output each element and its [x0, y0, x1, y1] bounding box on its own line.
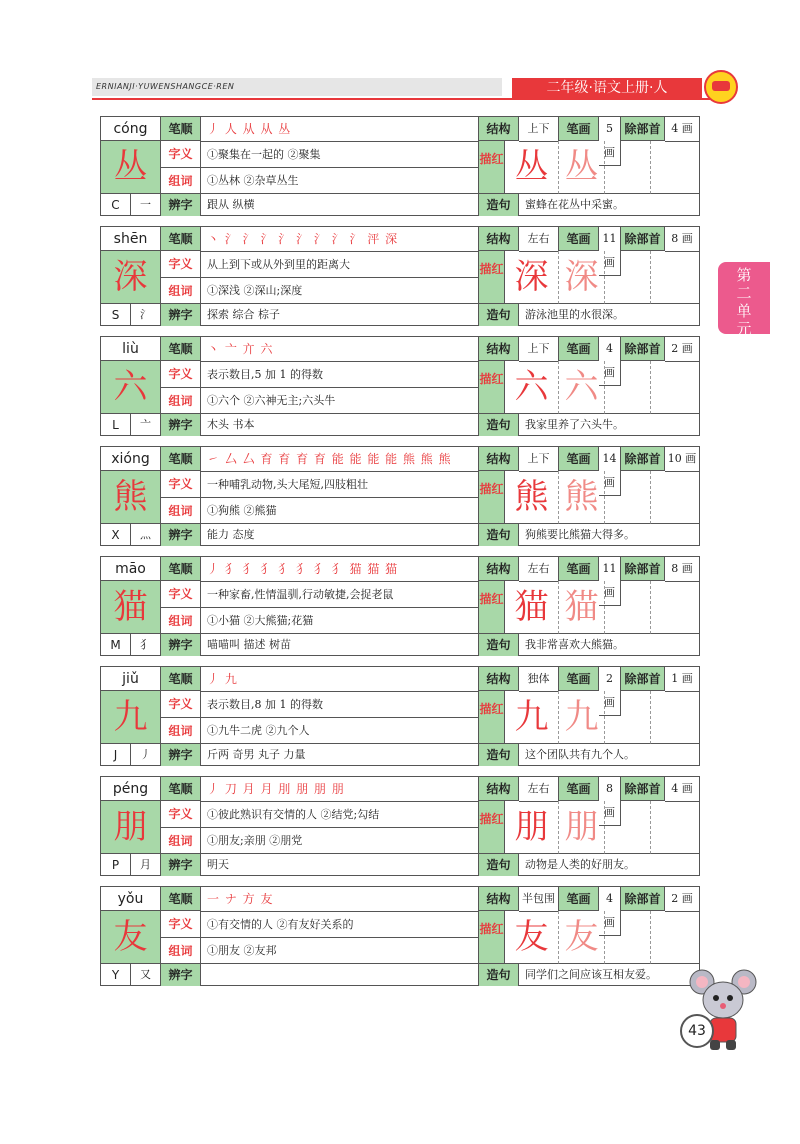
label-chubushou: 除部首 [621, 227, 665, 251]
label-chubushou: 除部首 [621, 117, 665, 141]
label-chubushou: 除部首 [621, 447, 665, 471]
label-jiegou: 结构 [479, 117, 519, 141]
label-zuci: 组词 [161, 608, 201, 634]
practice-cell[interactable] [651, 911, 699, 964]
practice-cell[interactable] [651, 801, 699, 854]
example-sentence: 游泳池里的水很深。 [525, 308, 624, 321]
label-jiegou: 结构 [479, 557, 519, 581]
distinguish-words: 能力 态度 [201, 524, 479, 546]
label-bianzi: 辨字 [161, 964, 201, 986]
structure: 上下 [519, 117, 559, 142]
meaning: 一种家畜,性情温驯,行动敏捷,会捉老鼠 [201, 581, 479, 608]
radical: 犭 [131, 634, 161, 656]
example-sentence: 我非常喜欢大熊猫。 [525, 638, 624, 651]
label-ziyi: 字义 [161, 361, 201, 388]
radical: 丿 [131, 744, 161, 766]
label-chubushou: 除部首 [621, 777, 665, 801]
main-character: 六 [101, 361, 161, 414]
label-bianzi: 辨字 [161, 304, 201, 326]
label-zuci: 组词 [161, 718, 201, 744]
stroke-order: 丿 犭 犭 犭 犭 犭 犭 犭 猫 猫 猫 [201, 557, 479, 582]
practice-cell[interactable] [605, 691, 651, 744]
pinyin: xióng [101, 447, 161, 471]
meaning: 从上到下或从外到里的距离大 [201, 251, 479, 278]
initial-letter: Y [101, 964, 131, 986]
practice-cell[interactable] [651, 141, 699, 194]
character-card [100, 666, 700, 766]
label-bianzi: 辨字 [161, 194, 201, 216]
label-miaohong: 描红 [479, 911, 505, 964]
label-bihua: 笔画 [559, 117, 599, 141]
trace-character-light: 丛 [559, 141, 605, 194]
label-bishun: 笔顺 [161, 117, 201, 141]
label-chubushou: 除部首 [621, 557, 665, 581]
label-bianzi: 辨字 [161, 854, 201, 876]
stroke-count: 4 画 [599, 887, 621, 936]
distinguish-words: 明天 [201, 854, 479, 876]
label-bianzi: 辨字 [161, 414, 201, 436]
meaning: 表示数目,5 加 1 的得数 [201, 361, 479, 388]
header-pinyin-title: ERNIANJI·YUWENSHANGCE·REN [96, 82, 235, 91]
practice-cell[interactable] [651, 691, 699, 744]
unit-side-tab [718, 262, 770, 338]
label-bihua: 笔画 [559, 227, 599, 251]
label-bishun: 笔顺 [161, 337, 201, 361]
side-tab-char: 第 [736, 266, 752, 284]
meaning: 一种哺乳动物,头大尾短,四肢粗壮 [201, 471, 479, 498]
distinguish-words: 斤两 奇男 丸子 力量 [201, 744, 479, 766]
label-bihua: 笔画 [559, 447, 599, 471]
label-zuci: 组词 [161, 168, 201, 194]
stroke-order: 丶 氵 氵 氵 氵 氵 氵 氵 氵 泙 深 [201, 227, 479, 252]
label-ziyi: 字义 [161, 471, 201, 498]
word-examples: ①六个 ②六神无主;六头牛 [201, 388, 479, 414]
main-character: 熊 [101, 471, 161, 524]
rest-stroke-count: 8 画 [665, 227, 699, 252]
label-ziyi: 字义 [161, 911, 201, 938]
structure: 半包围 [519, 887, 559, 912]
radical: 氵 [131, 304, 161, 326]
main-character: 深 [101, 251, 161, 304]
trace-character: 六 [505, 361, 559, 414]
label-miaohong: 描红 [479, 801, 505, 854]
rest-stroke-count: 10 画 [665, 447, 699, 472]
structure: 左右 [519, 227, 559, 252]
trace-character: 熊 [505, 471, 559, 524]
label-jiegou: 结构 [479, 337, 519, 361]
label-bihua: 笔画 [559, 337, 599, 361]
label-bihua: 笔画 [559, 887, 599, 911]
pinyin: shēn [101, 227, 161, 251]
trace-character-light: 猫 [559, 581, 605, 634]
label-miaohong: 描红 [479, 471, 505, 524]
label-miaohong: 描红 [479, 251, 505, 304]
practice-cell[interactable] [651, 251, 699, 304]
radical: 又 [131, 964, 161, 986]
character-card [100, 556, 700, 656]
pinyin: liù [101, 337, 161, 361]
label-ziyi: 字义 [161, 251, 201, 278]
label-bishun: 笔顺 [161, 887, 201, 911]
word-examples: ①小猫 ②大熊猫;花猫 [201, 608, 479, 634]
label-bishun: 笔顺 [161, 447, 201, 471]
character-card [100, 776, 700, 876]
label-zuci: 组词 [161, 828, 201, 854]
example-sentence: 狗熊要比熊猫大得多。 [525, 528, 635, 541]
label-bishun: 笔顺 [161, 227, 201, 251]
character-card [100, 446, 700, 546]
label-zuci: 组词 [161, 498, 201, 524]
meaning: 表示数目,8 加 1 的得数 [201, 691, 479, 718]
stroke-order: 一 ナ 方 友 [201, 887, 479, 912]
header-divider [92, 98, 710, 100]
stroke-count: 11 画 [599, 227, 621, 276]
label-zaoju: 造句 [479, 964, 519, 986]
page-header [92, 78, 710, 98]
pinyin: péng [101, 777, 161, 801]
label-zuci: 组词 [161, 938, 201, 964]
pinyin: yǒu [101, 887, 161, 911]
label-miaohong: 描红 [479, 691, 505, 744]
label-bihua: 笔画 [559, 777, 599, 801]
example-sentence: 动物是人类的好朋友。 [525, 858, 635, 871]
radical: 一 [131, 194, 161, 216]
rest-stroke-count: 4 画 [665, 777, 699, 802]
side-tab-char: 元 [736, 320, 752, 338]
label-jiegou: 结构 [479, 887, 519, 911]
label-miaohong: 描红 [479, 141, 505, 194]
header-left-band [92, 78, 502, 96]
rest-stroke-count: 8 画 [665, 557, 699, 582]
rest-stroke-count: 1 画 [665, 667, 699, 692]
rest-stroke-count: 2 画 [665, 887, 699, 912]
example-sentence: 我家里养了六头牛。 [525, 418, 624, 431]
stroke-count: 8 画 [599, 777, 621, 826]
stroke-count: 5 画 [599, 117, 621, 166]
label-bianzi: 辨字 [161, 744, 201, 766]
pinyin: māo [101, 557, 161, 581]
meaning: ①有交情的人 ②有友好关系的 [201, 911, 479, 938]
trace-character: 深 [505, 251, 559, 304]
label-zaoju: 造句 [479, 854, 519, 876]
practice-cell[interactable] [605, 911, 651, 964]
label-bihua: 笔画 [559, 557, 599, 581]
label-chubushou: 除部首 [621, 667, 665, 691]
example-sentence: 这个团队共有九个人。 [525, 748, 635, 761]
structure: 独体 [519, 667, 559, 692]
radical: 亠 [131, 414, 161, 436]
label-zaoju: 造句 [479, 194, 519, 216]
structure: 左右 [519, 557, 559, 582]
word-examples: ①朋友 ②友邦 [201, 938, 479, 964]
label-jiegou: 结构 [479, 447, 519, 471]
distinguish-words [201, 964, 479, 986]
trace-character-light: 友 [559, 911, 605, 964]
initial-letter: L [101, 414, 131, 436]
initial-letter: X [101, 524, 131, 546]
character-card [100, 886, 700, 986]
label-zaoju: 造句 [479, 744, 519, 766]
label-ziyi: 字义 [161, 581, 201, 608]
label-ziyi: 字义 [161, 141, 201, 168]
label-zaoju: 造句 [479, 524, 519, 546]
side-tab-char: 单 [736, 302, 752, 320]
trace-character: 丛 [505, 141, 559, 194]
stroke-order: ㇀ 厶 厶 育 育 育 育 能 能 能 能 熊 熊 熊 [201, 447, 479, 472]
structure: 左右 [519, 777, 559, 802]
distinguish-words: 跟从 纵横 [201, 194, 479, 216]
character-card [100, 116, 700, 216]
label-miaohong: 描红 [479, 581, 505, 634]
header-book-title: 二年级·语文上册·人 [512, 78, 702, 98]
practice-cell[interactable] [605, 801, 651, 854]
label-chubushou: 除部首 [621, 337, 665, 361]
trace-character-light: 熊 [559, 471, 605, 524]
structure: 上下 [519, 447, 559, 472]
trace-character: 猫 [505, 581, 559, 634]
label-zaoju: 造句 [479, 634, 519, 656]
trace-character-light: 深 [559, 251, 605, 304]
initial-letter: P [101, 854, 131, 876]
pinyin: cóng [101, 117, 161, 141]
side-tab-char: 二 [736, 284, 752, 302]
radical: 月 [131, 854, 161, 876]
trace-character-light: 六 [559, 361, 605, 414]
word-examples: ①九牛二虎 ②九个人 [201, 718, 479, 744]
practice-cell[interactable] [651, 361, 699, 414]
meaning: ①彼此熟识有交情的人 ②结党;勾结 [201, 801, 479, 828]
book-logo-icon [704, 70, 738, 104]
trace-character: 友 [505, 911, 559, 964]
radical: 灬 [131, 524, 161, 546]
rest-stroke-count: 2 画 [665, 337, 699, 362]
initial-letter: J [101, 744, 131, 766]
stroke-order: 丿 人 从 从 丛 [201, 117, 479, 142]
example-sentence: 蜜蜂在花丛中采蜜。 [525, 198, 624, 211]
stroke-order: 丶 亠 亣 六 [201, 337, 479, 362]
pinyin: jiǔ [101, 667, 161, 691]
rest-stroke-count: 4 画 [665, 117, 699, 142]
label-bishun: 笔顺 [161, 777, 201, 801]
label-bianzi: 辨字 [161, 524, 201, 546]
label-zaoju: 造句 [479, 304, 519, 326]
example-sentence: 同学们之间应该互相友爱。 [525, 968, 657, 981]
trace-character: 朋 [505, 801, 559, 854]
label-zaoju: 造句 [479, 414, 519, 436]
label-jiegou: 结构 [479, 667, 519, 691]
initial-letter: S [101, 304, 131, 326]
stroke-count: 14 画 [599, 447, 621, 496]
initial-letter: M [101, 634, 131, 656]
trace-character-light: 朋 [559, 801, 605, 854]
distinguish-words: 喵喵叫 描述 树苗 [201, 634, 479, 656]
character-card [100, 226, 700, 326]
main-character: 丛 [101, 141, 161, 194]
page-number: 43 [680, 1014, 714, 1048]
practice-cell[interactable] [605, 361, 651, 414]
practice-cell[interactable] [605, 141, 651, 194]
label-miaohong: 描红 [479, 361, 505, 414]
stroke-count: 4 画 [599, 337, 621, 386]
label-jiegou: 结构 [479, 227, 519, 251]
practice-cell[interactable] [605, 581, 651, 634]
initial-letter: C [101, 194, 131, 216]
word-examples: ①狗熊 ②熊猫 [201, 498, 479, 524]
stroke-order: 丿 九 [201, 667, 479, 692]
practice-cell[interactable] [605, 251, 651, 304]
label-jiegou: 结构 [479, 777, 519, 801]
label-bianzi: 辨字 [161, 634, 201, 656]
label-bishun: 笔顺 [161, 667, 201, 691]
main-character: 朋 [101, 801, 161, 854]
stroke-order: 丿 刀 月 月 刖 朋 朋 朋 [201, 777, 479, 802]
practice-cell[interactable] [651, 581, 699, 634]
label-zuci: 组词 [161, 388, 201, 414]
distinguish-words: 木头 书本 [201, 414, 479, 436]
stroke-count: 11 画 [599, 557, 621, 606]
trace-character-light: 九 [559, 691, 605, 744]
word-examples: ①丛林 ②杂草丛生 [201, 168, 479, 194]
main-character: 友 [101, 911, 161, 964]
label-ziyi: 字义 [161, 801, 201, 828]
character-card [100, 336, 700, 436]
main-character: 九 [101, 691, 161, 744]
label-ziyi: 字义 [161, 691, 201, 718]
distinguish-words: 探索 综合 棕子 [201, 304, 479, 326]
word-examples: ①深浅 ②深山;深度 [201, 278, 479, 304]
label-zuci: 组词 [161, 278, 201, 304]
label-bihua: 笔画 [559, 667, 599, 691]
main-character: 猫 [101, 581, 161, 634]
stroke-count: 2 画 [599, 667, 621, 716]
meaning: ①聚集在一起的 ②聚集 [201, 141, 479, 168]
trace-character: 九 [505, 691, 559, 744]
label-chubushou: 除部首 [621, 887, 665, 911]
word-examples: ①朋友;亲朋 ②朋党 [201, 828, 479, 854]
structure: 上下 [519, 337, 559, 362]
label-bishun: 笔顺 [161, 557, 201, 581]
practice-cell[interactable] [651, 471, 699, 524]
practice-cell[interactable] [605, 471, 651, 524]
